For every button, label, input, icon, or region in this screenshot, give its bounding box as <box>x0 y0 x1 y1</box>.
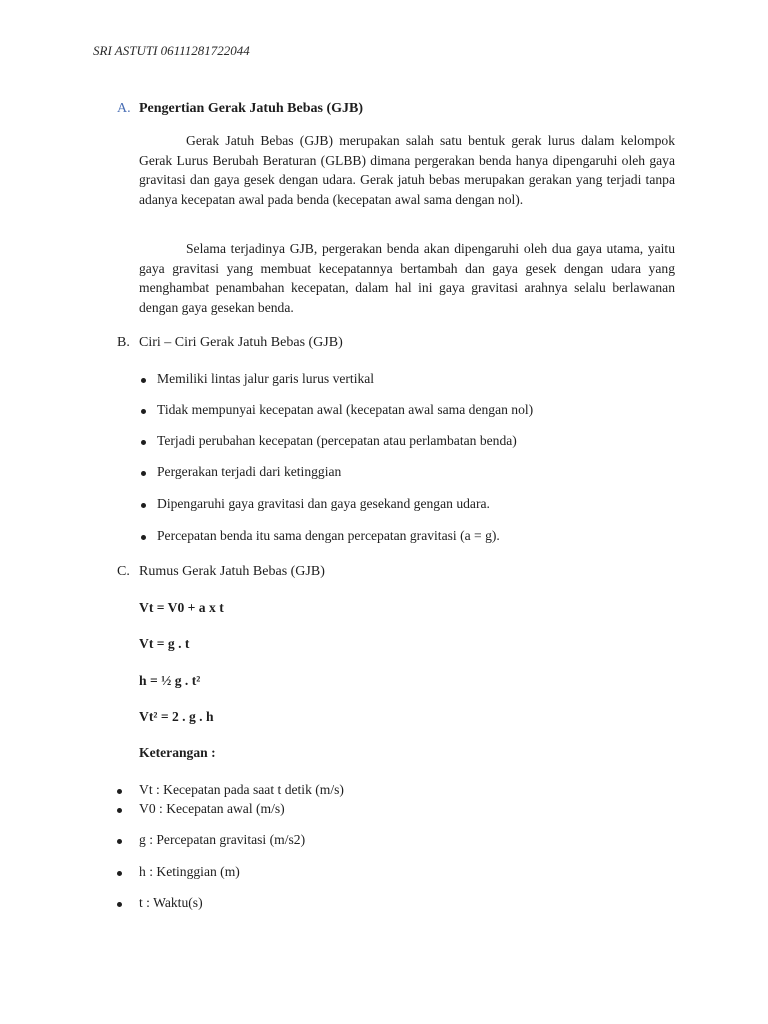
section-a-heading <box>117 101 363 117</box>
bullet-dot-icon <box>141 535 146 540</box>
section-a-letter: A. <box>117 101 131 116</box>
bullet-dot-icon <box>117 902 122 907</box>
bullet-dot-icon <box>117 789 122 794</box>
section-a-paragraph-2: Selama terjadinya GJB, pergerakan benda akan dipengaruhi oleh dua gaya utama, yaitu gaya gravitasi yang membuat kecepatannya bertambah dan gaya gesek dengan udara yang menghambat penambahan kecepatan, dalam hal ini gaya gravitasi arahnya selalu berlawanan dengan gaya gesekan benda. <box>139 241 675 315</box>
section-b-title: Ciri – Ciri Gerak Jatuh Bebas (GJB) <box>139 335 343 350</box>
formula-velocity-gravity: Vt = g . t <box>139 636 190 651</box>
bullet-dot-icon <box>141 409 146 414</box>
bullet-dot-icon <box>141 503 146 508</box>
section-c-letter: C. <box>117 564 130 579</box>
keterangan-label: Keterangan : <box>139 745 216 760</box>
bullet-dot-icon <box>117 808 122 813</box>
bullet-dot-icon <box>141 440 146 445</box>
section-a-paragraph-1: Gerak Jatuh Bebas (GJB) merupakan salah satu bentuk gerak lurus dalam kelompok Gerak Lurus Berubah Beraturan (GLBB) dimana pergerakan benda hanya dipengaruhi oleh gaya gravitasi dan gaya gesek dengan udara. Gerak jatuh bebas merupakan gerakan yang terjadi tanpa adanya kecepatan awal pada benda (kecepatan awal sama dengan nol). <box>139 133 675 207</box>
author-header: SRI ASTUTI 06111281722044 <box>93 43 250 58</box>
bullet-dot-icon <box>117 839 122 844</box>
bullet-dot-icon <box>117 871 122 876</box>
section-c-heading <box>117 564 325 580</box>
section-b-heading <box>117 335 343 351</box>
formula-velocity-squared: Vt² = 2 . g . h <box>139 709 214 724</box>
bullet-dot-icon <box>141 471 146 476</box>
bullet-dot-icon <box>141 378 146 383</box>
formula-height: h = ½ g . t² <box>139 673 201 688</box>
section-b-letter: B. <box>117 335 130 350</box>
section-a-title: Pengertian Gerak Jatuh Bebas (GJB) <box>139 101 363 116</box>
formula-velocity: Vt = V0 + a x t <box>139 600 224 615</box>
document-page: SRI ASTUTI 06111281722044 A. Pengertian Gerak Jatuh Bebas (GJB) Gerak Jatuh Bebas (GJB) merupakan salah satu bentuk gerak lurus dalam kelompok Gerak Lurus Berubah Beraturan (GLBB) dimana pergerakan benda hanya dipengaruhi oleh gaya gravitasi dan gaya gesek dengan udara. Gerak jatuh bebas merupakan gerakan yang terjadi tanpa adanya kecepatan awal pada benda (kecepatan awal sama dengan nol). Selama terjadinya GJB, pergerakan benda akan dipengaruhi oleh dua gaya utama, yaitu gaya gravitasi yang membuat kecepatannya bertambah dan gaya gesek dengan udara yang menghambat penambahan kecepatan, dalam hal ini gaya gravitasi arahnya selalu berlawanan dengan gaya gesekan benda. B. Ciri – Ciri Gerak Jatuh Bebas (GJB) Memiliki lintas jalur garis lurus vertikal Tidak mempunyai kecepatan awal (kecepatan awal sama dengan nol) Terjadi perubahan kecepatan (percepatan atau perlambatan benda) Pergerakan terjadi dari ketinggian Dipengaruhi gaya gravitasi dan gaya gesekand gengan udara. Percepatan benda itu sama dengan percepatan gravitasi (a = g). C. Rumus Gerak Jatuh Bebas (GJB) Vt = V0 + a x t Vt = g . t h = ½ g . t² Vt² = 2 . g . h Keterangan : Vt : Kecepatan pada saat t detik (m/s) V0 : Kecepatan awal (m/s) g : Percepatan gravitasi (m/s2) h : Ketinggian (m) t : Waktu(s) <box>93 43 675 910</box>
section-c-title: Rumus Gerak Jatuh Bebas (GJB) <box>139 564 325 579</box>
